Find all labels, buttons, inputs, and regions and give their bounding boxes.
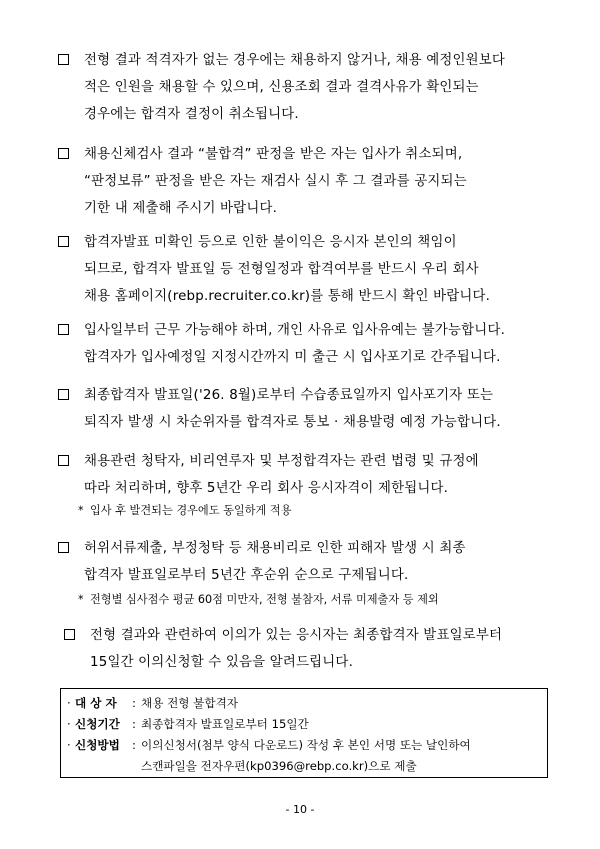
notice-line: 전형 결과 적격자가 없는 경우에는 채용하지 않거나, 채용 예정인원보다 <box>84 53 506 68</box>
info-value-continued: 스캔파일을 전자우편(kp0396@rebp.co.kr)으로 제출 <box>141 759 417 773</box>
info-label: 신청기간 <box>75 717 120 731</box>
bullet-icon: · <box>67 738 71 752</box>
notice-item-5 <box>58 382 548 436</box>
notice-line: 채용관련 청탁자, 비리연루자 및 부정합격자는 관련 법령 및 규정에 <box>84 454 479 469</box>
checkbox-icon <box>58 324 69 335</box>
notice-line: 채용신체검사 결과 “불합격” 판정을 받은 자는 입사가 취소되며, <box>84 147 463 162</box>
asterisk-icon: * <box>78 593 84 606</box>
info-row-method <box>61 735 547 777</box>
info-row-period <box>61 714 547 735</box>
checkbox-icon <box>58 455 69 466</box>
info-value: 이의신청서(첨부 양식 다운로드) 작성 후 본인 서명 또는 날인하여 <box>141 738 471 752</box>
notice-item-8 <box>64 622 554 676</box>
notice-line: 합격자가 입사예정일 지정시간까지 미 출근 시 입사포기로 간주됩니다. <box>84 350 501 365</box>
page-number: - 10 - <box>285 803 315 816</box>
info-value: 채용 전형 불합격자 <box>141 696 238 710</box>
notice-line: 적은 인원을 채용할 수 있으며, 신용조회 결과 결격사유가 확인되는 <box>84 80 479 95</box>
notice-line: 최종합격자 발표일('26. 8월)로부터 수습종료일까지 입사포기자 또는 <box>84 388 494 403</box>
info-label: 대 상 자 <box>75 696 117 710</box>
notice-line: 경우에는 합격자 결정이 취소됩니다. <box>84 107 299 122</box>
notice-item-4 <box>58 317 548 371</box>
footnote-2 <box>78 591 439 609</box>
footnote-1 <box>78 502 292 520</box>
checkbox-icon <box>58 54 69 65</box>
notice-line: 입사일부터 근무 가능해야 하며, 개인 사유로 입사유예는 불가능합니다. <box>84 323 506 338</box>
checkbox-icon <box>58 148 69 159</box>
checkbox-icon <box>58 542 69 553</box>
notice-line: 허위서류제출, 부정청탁 등 채용비리로 인한 피해자 발생 시 최종 <box>84 541 466 556</box>
checkbox-icon <box>64 629 75 640</box>
notice-item-3 <box>58 229 548 310</box>
info-colon: : <box>132 717 136 731</box>
notice-line: 따라 처리하며, 향후 5년간 우리 회사 응시자격이 제한됩니다. <box>84 481 449 496</box>
appeal-info-box <box>60 688 548 778</box>
info-colon: : <box>132 738 136 752</box>
notice-line: “판정보류” 판정을 받은 자는 재검사 실시 후 그 결과를 공지되는 <box>84 174 467 189</box>
notice-line: 합격자발표 미확인 등으로 인한 불이익은 응시자 본인의 책임이 <box>84 235 457 250</box>
info-colon: : <box>132 696 136 710</box>
asterisk-icon: * <box>78 504 84 517</box>
notice-item-6 <box>58 448 548 502</box>
notice-line: 퇴직자 발생 시 차순위자를 합격자로 통보 · 채용발령 예정 가능합니다. <box>84 415 501 430</box>
checkbox-icon <box>58 389 69 400</box>
notice-line: 기한 내 제출해 주시기 바랍니다. <box>84 201 278 216</box>
notice-line: 되므로, 합격자 발표일 등 전형일정과 합격여부를 반드시 우리 회사 <box>84 262 479 277</box>
info-row-target <box>61 693 547 714</box>
info-label: 신청방법 <box>75 738 120 752</box>
notice-line: 합격자 발표일로부터 5년간 후순위 순으로 구제됩니다. <box>84 568 409 583</box>
info-value: 최종합격자 발표일로부터 15일간 <box>141 717 309 731</box>
footnote-text: 입사 후 발견되는 경우에도 동일하게 적용 <box>90 504 292 517</box>
footnote-text: 전형별 심사점수 평균 60점 미만자, 전형 불참자, 서류 미제출자 등 제외 <box>90 593 439 606</box>
bullet-icon: · <box>67 696 71 710</box>
notice-item-2 <box>58 141 548 222</box>
notice-line: 15일간 이의신청할 수 있음을 알려드립니다. <box>90 655 354 670</box>
bullet-icon: · <box>67 717 71 731</box>
notice-item-7 <box>58 535 548 589</box>
notice-line: 전형 결과와 관련하여 이의가 있는 응시자는 최종합격자 발표일로부터 <box>90 628 503 643</box>
notice-line: 채용 홈페이지(rebp.recruiter.co.kr)를 통해 반드시 확인 바랍니다. <box>84 289 491 304</box>
checkbox-icon <box>58 236 69 247</box>
notice-item-1 <box>58 47 548 128</box>
